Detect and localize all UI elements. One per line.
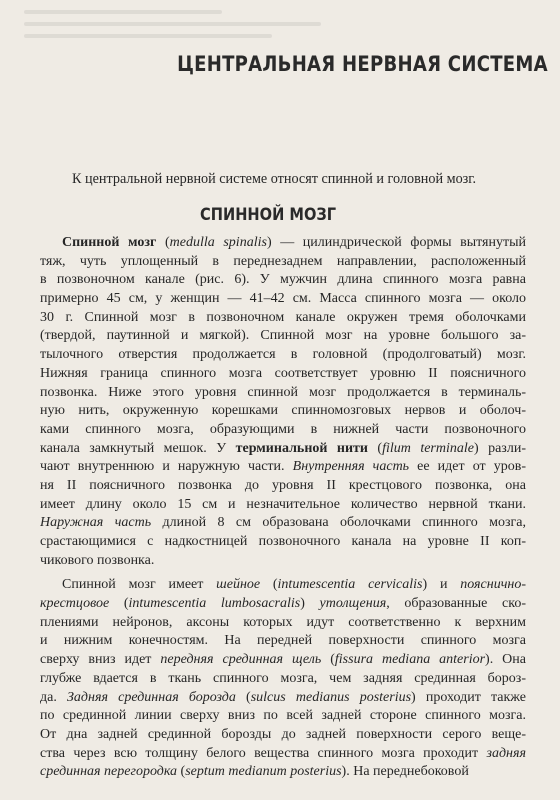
text-run: (твердой, паутинной и мягкой). Спинной мозг на уровне большого за- [40,328,526,344]
text-line [40,253,526,272]
text-run: ( [109,596,129,612]
body-text [40,234,526,782]
text-run: ня II поясничного позвонка до уровня II крестцового позвонка, она [40,477,526,493]
italic-term: шейное [216,577,261,593]
text-run: срастающимися с надкостницей позвоночного канала на уровне II коп- [40,534,526,549]
text-run: ее идет от уров- [409,459,526,475]
italic-term: пояснично- [460,577,526,593]
text-run: тяж, чуть уплощенный в переднезаднем направлении, расположенный [40,253,526,269]
text-run: ( [260,577,278,593]
text-line [40,458,526,477]
text-run: ). На переднебоковой [341,764,469,780]
text-line [40,477,526,496]
text-line [40,763,526,782]
italic-term: Задняя срединная борозда [67,689,236,705]
text-run: чикового позвонка. [40,552,155,568]
text-run: ную нить, окруженную корешками спинномозговых нервов и оболоч- [40,403,526,419]
text-line [40,346,526,365]
text-run: канала замкнутый мешок. У [40,440,236,456]
text-run: плениями нейронов, аксоны которых идут соответственно к верхним [40,614,526,630]
text-line [40,689,526,708]
text-run: Спинной мозг имеет [62,577,217,593]
italic-term: intumescentia lumbosacralis [128,596,301,612]
text-line [40,726,526,745]
text-run: примерно 45 см, у женщин — 41–42 см. Масса спинного мозга — около [40,291,526,307]
bold-term: терминальной нити [235,440,368,456]
text-run: сверху вниз идет [40,652,161,668]
italic-term: filum terminale [382,440,474,456]
text-run: ства через всю толщину белого вещества спинного мозга проходит [40,745,487,761]
italic-term: intumescentia cervicalis [277,577,423,593]
text-line [40,440,526,459]
text-line [40,614,526,633]
text-line [40,271,526,290]
text-run: ками спинного мозга, образующими в нижней части позвоночного [40,421,526,437]
text-line [40,576,526,595]
italic-term: sulcus medianus posterius [250,689,412,705]
text-line [40,595,526,614]
text-line [40,533,526,552]
bold-term: Спинной мозг [62,235,157,250]
text-run: От дна задней срединной борозды до задней поверхности серого веще- [40,726,526,742]
intro-paragraph: К центральной нервной системе относят спинной и головной мозг. [72,171,477,187]
italic-term: срединная перегородка [40,764,178,780]
text-line [40,234,526,253]
text-run: ) проходит также [411,689,526,705]
italic-term: крестцовое [40,596,110,612]
text-run: тылочного отверстия продолжается в головной (продолговатый) мозг. [40,347,526,363]
text-run: ( [235,689,251,705]
text-line [40,745,526,764]
text-line [40,632,526,651]
italic-term: передняя срединная щель [160,652,322,668]
text-run: глубже вдается в ткань спинного мозга, чем задняя срединная бороз- [40,670,526,686]
text-run: ( [367,440,383,456]
text-line [40,290,526,309]
text-line [40,651,526,670]
text-line [40,365,526,384]
italic-term: septum medianum posterius [185,764,342,780]
text-line [40,670,526,689]
text-run: да. [40,689,67,705]
text-run: ( [321,652,335,668]
text-line [40,384,526,403]
text-line [40,421,526,440]
text-run: и нижним конечностям. На передней поверхности спинного мозга [40,633,526,649]
text-run: ) разли- [473,440,526,456]
text-run: позвонка. Ниже этого уровня спинной мозг продолжается в терминаль- [40,384,526,400]
text-run: ( [156,235,170,250]
text-run: ( [177,764,186,780]
text-run: ) — цилиндрической формы вытянутый [266,235,526,250]
chapter-title: ЦЕНТРАЛЬНАЯ НЕРВНАЯ СИСТЕМА [177,52,548,76]
text-run: ) и [422,577,461,593]
italic-term: задняя [486,745,526,761]
text-line [40,514,526,533]
text-run: в позвоночном канале (рис. 6). У мужчин длина спинного мозга равна [40,272,526,288]
italic-term: medulla spinalis [169,235,267,250]
italic-term: Внутренняя часть [292,459,410,475]
text-run: 30 г. Спинной мозг в позвоночном канале окружен тремя оболочками [40,309,526,325]
italic-term: утолщения [319,596,387,612]
text-line [40,309,526,328]
italic-term: fissura mediana anterior [334,652,486,668]
text-line [40,552,526,571]
text-run: Нижняя граница спинного мозга соответствует уровню II поясничного [40,365,526,381]
italic-term: Наружная часть [40,515,152,531]
text-run: по срединной линии сверху вниз по всей задней стороне спинного мозга. [40,708,526,724]
text-run: имеет длину около 15 см и незначительное количество нервной ткани. [40,496,526,512]
text-run: , образованные ско- [386,596,526,612]
text-run: длиной 8 см образована оболочками спинного мозга, [151,515,526,531]
text-line [40,496,526,515]
text-run: чают внутреннюю и наружную части. [40,459,293,475]
text-line [40,402,526,421]
text-line [40,707,526,726]
section-title: СПИННОЙ МОЗГ [200,205,337,225]
text-run: ) [300,596,320,612]
text-run: ). Она [485,652,526,668]
show-through-text [24,10,354,54]
text-line [40,327,526,346]
